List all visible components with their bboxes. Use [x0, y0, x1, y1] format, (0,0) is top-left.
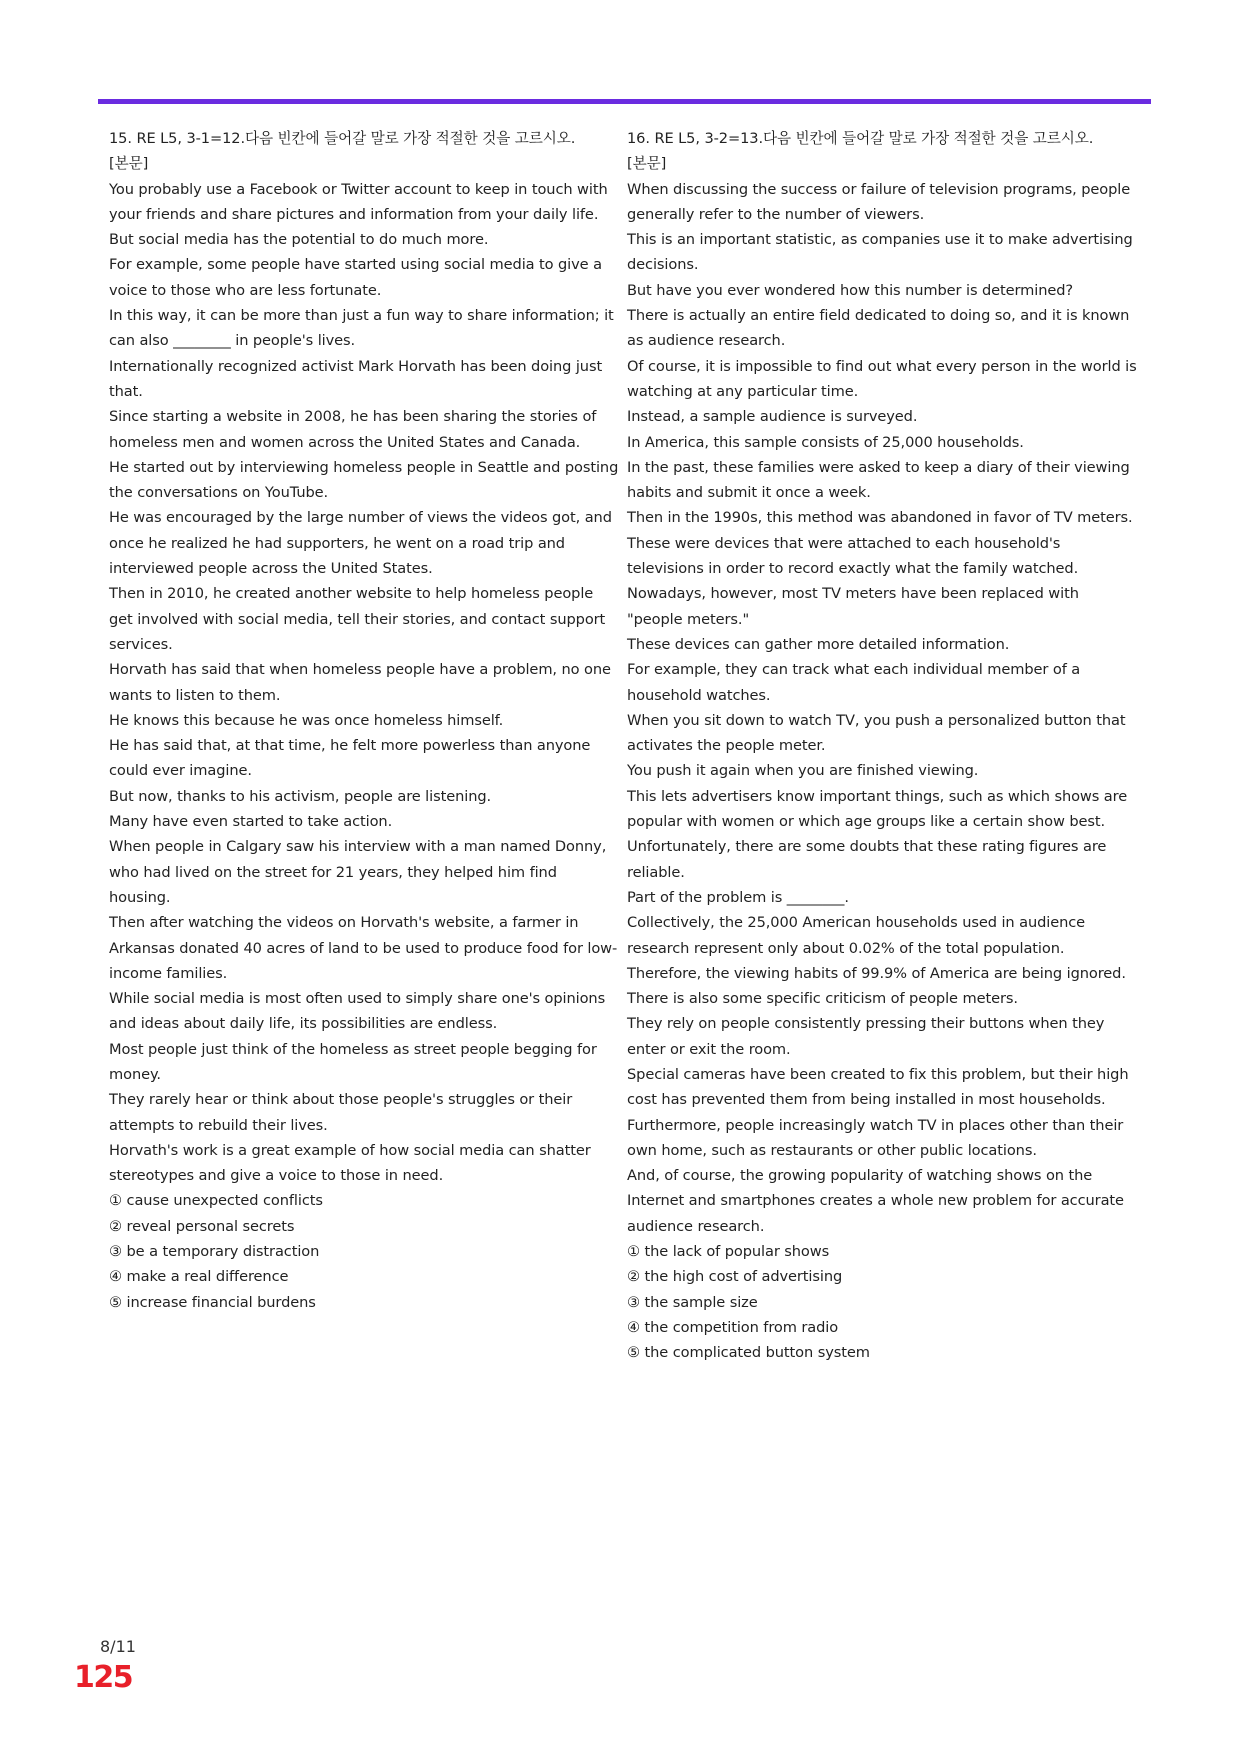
passage-sentence: Furthermore, people increasingly watch TV in places other than their own home, such as restaurants or other public locations. [627, 1116, 1124, 1159]
passage-sentence: This lets advertisers know important things, such as which shows are popular with women or which age groups like a certain show best. [627, 787, 1128, 831]
passage-sentence: Of course, it is impossible to find out what every person in the world is watching at any particular time. [627, 357, 1137, 400]
passage-sentence: He has said that, at that time, he felt more powerless than anyone could ever imagine. [109, 737, 591, 780]
page-count: 8/11 [100, 1637, 136, 1656]
passage-sentence: Nowadays, however, most TV meters have been replaced with "people meters." [627, 585, 1079, 628]
passage-sentence: You probably use a Facebook or Twitter account to keep in touch with your friends and share pictures and information from your daily life. [109, 180, 608, 223]
passage-sentence: When people in Calgary saw his interview with a man named Donny, who had lived on the street for 21 years, they helped him find housing. [109, 838, 607, 906]
answer-option-5: ⑤ increase financial burdens [109, 1293, 316, 1311]
passage-sentence: They rarely hear or think about those people's struggles or their attempts to rebuild their lives. [109, 1091, 573, 1134]
passage-sentence: Many have even started to take action. [109, 813, 393, 831]
passage-sentence: Therefore, the viewing habits of 99.9% of America are being ignored. [627, 964, 1126, 982]
page-number: 125 [74, 1660, 133, 1695]
answer-option-1: ① cause unexpected conflicts [109, 1192, 323, 1210]
passage-sentence: When discussing the success or failure of television programs, people generally refer to the number of viewers. [627, 180, 1131, 223]
passage-sentence: Collectively, the 25,000 American households used in audience research represent only about 0.02% of the total population. [627, 914, 1086, 957]
passage-sentence: There is also some specific criticism of people meters. [627, 990, 1018, 1008]
question-title: 16. RE L5, 3-2=13.다음 빈칸에 들어갈 말로 가장 적절한 것을 고르시오. [627, 130, 1094, 147]
answer-option-2: ② the high cost of advertising [627, 1268, 843, 1286]
passage-sentence: Horvath has said that when homeless people have a problem, no one wants to listen to them. [109, 661, 611, 704]
answer-option-1: ① the lack of popular shows [627, 1243, 830, 1261]
answer-option-3: ③ the sample size [627, 1293, 758, 1311]
passage-sentence: This is an important statistic, as companies use it to make advertising decisions. [627, 231, 1133, 274]
passage-sentence: You push it again when you are finished viewing. [627, 762, 979, 780]
passage-sentence: But have you ever wondered how this number is determined? [627, 281, 1074, 299]
passage-sentence: In the past, these families were asked to keep a diary of their viewing habits and submit it once a week. [627, 458, 1130, 502]
passage-sentence: But social media has the potential to do much more. [109, 231, 489, 249]
passage-sentence: Then in the 1990s, this method was abandoned in favor of TV meters. [627, 509, 1133, 527]
passage-sentence: Special cameras have been created to fix this problem, but their high cost has prevented them from being installed in most households. [627, 1065, 1129, 1109]
passage-sentence: Since starting a website in 2008, he has been sharing the stories of homeless men and women across the United States and Canada. [109, 408, 597, 451]
question-16 [627, 126, 1137, 1366]
passage-sentence: They rely on people consistently pressing their buttons when they enter or exit the room. [627, 1015, 1105, 1058]
passage-sentence: These were devices that were attached to each household's televisions in order to record exactly what the family watched. [627, 534, 1079, 578]
passage-tag: [본문] [627, 155, 667, 173]
passage-sentence: He was encouraged by the large number of views the videos got, and once he realized he had supporters, he went on a road trip and interviewed people across the United States. [109, 509, 612, 578]
question-15 [109, 126, 619, 1315]
passage-sentence: Instead, a sample audience is surveyed. [627, 408, 918, 426]
passage-tag: [본문] [109, 155, 149, 173]
passage-sentence: Internationally recognized activist Mark Horvath has been doing just that. [109, 357, 603, 400]
answer-option-2: ② reveal personal secrets [109, 1217, 295, 1235]
passage-sentence: Part of the problem is ________. [627, 888, 849, 906]
passage-sentence: In this way, it can be more than just a fun way to share information; it can also ________ in people's lives. [109, 307, 614, 350]
passage-sentence: For example, some people have started using social media to give a voice to those who are less fortunate. [109, 256, 602, 299]
answer-option-3: ③ be a temporary distraction [109, 1243, 320, 1261]
passage-sentence: Most people just think of the homeless as street people begging for money. [109, 1040, 597, 1083]
passage-sentence: While social media is most often used to simply share one's opinions and ideas about daily life, its possibilities are endless. [109, 990, 606, 1033]
answer-option-4: ④ make a real difference [109, 1268, 289, 1286]
passage-sentence: He knows this because he was once homeless himself. [109, 711, 504, 729]
passage-sentence: And, of course, the growing popularity of watching shows on the Internet and smartphones creates a whole new problem for accurate audience research. [627, 1167, 1124, 1235]
header-rule [98, 99, 1151, 104]
question-title: 15. RE L5, 3-1=12.다음 빈칸에 들어갈 말로 가장 적절한 것을 고르시오. [109, 130, 576, 147]
passage-sentence: But now, thanks to his activism, people are listening. [109, 787, 492, 805]
passage-sentence: Then in 2010, he created another website to help homeless people get involved with social media, tell their stories, and contact support services. [109, 585, 606, 653]
passage-sentence: Then after watching the videos on Horvath's website, a farmer in Arkansas donated 40 acres of land to be used to produce food for low-income families. [109, 914, 618, 982]
passage-sentence: In America, this sample consists of 25,000 households. [627, 433, 1024, 451]
answer-option-5: ⑤ the complicated button system [627, 1344, 870, 1362]
passage-sentence: He started out by interviewing homeless people in Seattle and posting the conversations on YouTube. [109, 458, 619, 502]
passage-sentence: These devices can gather more detailed information. [627, 635, 1010, 653]
passage-sentence: Unfortunately, there are some doubts that these rating figures are reliable. [627, 838, 1107, 881]
passage-sentence: For example, they can track what each individual member of a household watches. [627, 661, 1081, 704]
passage-sentence: There is actually an entire field dedicated to doing so, and it is known as audience research. [627, 307, 1130, 350]
passage-sentence: Horvath's work is a great example of how social media can shatter stereotypes and give a voice to those in need. [109, 1141, 591, 1185]
answer-option-4: ④ the competition from radio [627, 1318, 839, 1336]
passage-sentence: When you sit down to watch TV, you push a personalized button that activates the people meter. [627, 711, 1126, 755]
